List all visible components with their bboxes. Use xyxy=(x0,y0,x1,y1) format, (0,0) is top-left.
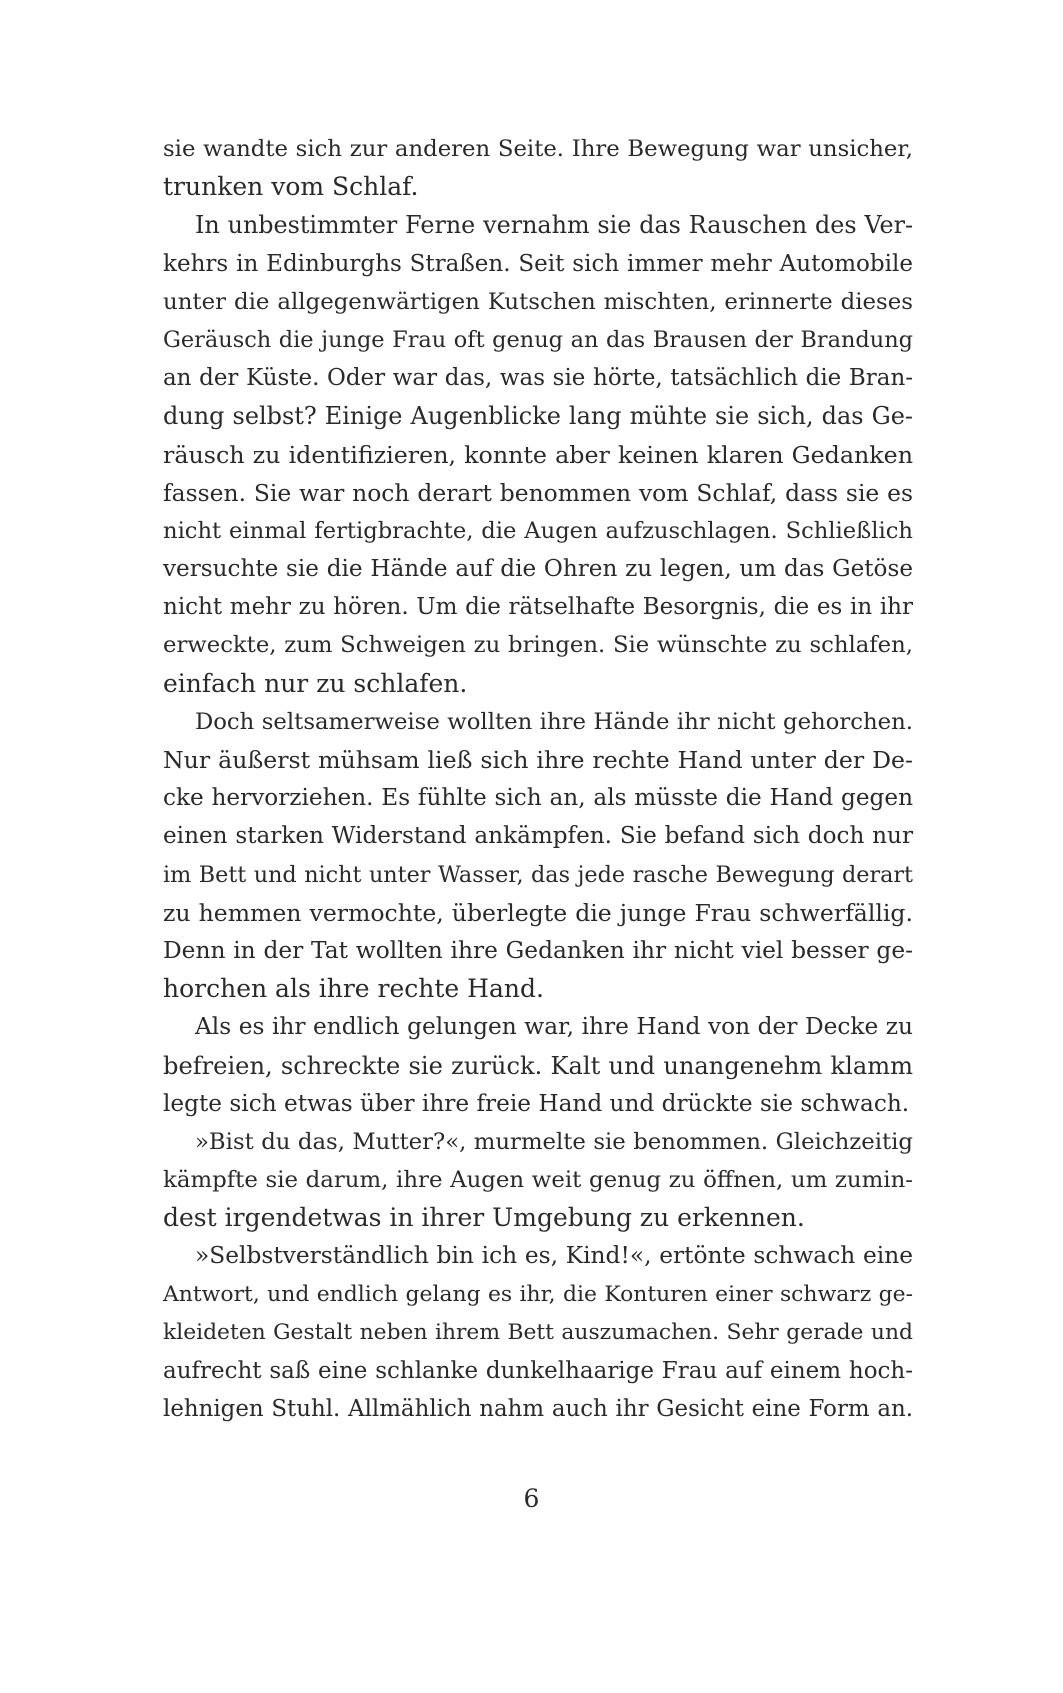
text-line: räusch zu identifizieren, konnte aber keinen klaren Gedanken xyxy=(163,440,913,469)
page-number: 6 xyxy=(523,1484,540,1513)
text-line: einen starken Widerstand ankämpfen. Sie befand sich doch nur xyxy=(163,823,913,850)
text-line: im Bett und nicht unter Wasser, das jede rasche Bewegung derart xyxy=(163,861,913,888)
text-line: dung selbst? Einige Augenblicke lang mühte sie sich, das Ge- xyxy=(163,402,913,431)
text-line: »Bist du das, Mutter?«, murmelte sie benommen. Gleichzeitig xyxy=(195,1128,913,1155)
text-line: sie wandte sich zur anderen Seite. Ihre Bewegung war unsicher, xyxy=(163,136,913,162)
text-line: kleideten Gestalt neben ihrem Bett auszumachen. Sehr gerade und xyxy=(163,1319,913,1345)
text-line: erweckte, zum Schweigen zu bringen. Sie wünschte zu schlafen, xyxy=(163,632,913,659)
text-line: befreien, schreckte sie zurück. Kalt und unangenehm klamm xyxy=(163,1051,913,1080)
text-line: Als es ihr endlich gelungen war, ihre Hand von der Decke zu xyxy=(195,1013,913,1041)
text-line: einfach nur zu schlafen. xyxy=(163,668,468,698)
text-line: Doch seltsamerweise wollten ihre Hände ihr nicht gehorchen. xyxy=(195,708,913,735)
text-line: aufrecht saß eine schlanke dunkelhaarige Frau auf einem hoch- xyxy=(163,1358,913,1384)
text-line: versuchte sie die Hände auf die Ohren zu legen, um das Getöse xyxy=(163,556,913,583)
body-text xyxy=(163,130,913,1428)
text-line: legte sich etwas über ihre freie Hand und drückte sie schwach. xyxy=(163,1089,910,1117)
text-line: cke hervorziehen. Es fühlte sich an, als müsste die Hand gegen xyxy=(163,784,913,812)
text-line: lehnigen Stuhl. Allmählich nahm auch ihr Gesicht eine Form an. xyxy=(163,1396,913,1423)
text-line: Nur äußerst mühsam ließ sich ihre rechte Hand unter der De- xyxy=(163,746,913,774)
text-line: kämpfte sie darum, ihre Augen weit genug zu öffnen, um zumin- xyxy=(163,1167,913,1194)
text-line: kehrs in Edinburghs Straßen. Seit sich immer mehr Automobile xyxy=(163,250,913,277)
text-line: »Selbstverständlich bin ich es, Kind!«, ertönte schwach eine xyxy=(195,1242,913,1270)
text-line: Denn in der Tat wollten ihre Gedanken ihr nicht viel besser ge- xyxy=(163,936,913,964)
text-line: horchen als ihre rechte Hand. xyxy=(163,974,544,1004)
text-line: zu hemmen vermochte, überlegte die junge Frau schwerfällig. xyxy=(163,898,913,927)
text-line: nicht einmal fertigbrachte, die Augen aufzuschlagen. Schließlich xyxy=(163,517,913,544)
text-line: an der Küste. Oder war das, was sie hörte, tatsächlich die Bran- xyxy=(163,365,913,392)
text-line: Antwort, und endlich gelang es ihr, die Konturen einer schwarz ge- xyxy=(163,1281,913,1307)
text-line: unter die allgegenwärtigen Kutschen mischten, erinnerte dieses xyxy=(163,288,913,315)
text-line: dest irgendetwas in ihrer Umgebung zu erkennen. xyxy=(163,1203,805,1233)
text-line: Geräusch die junge Frau oft genug an das Brausen der Brandung xyxy=(163,326,913,353)
text-line: In unbestimmter Ferne vernahm sie das Rauschen des Ver- xyxy=(195,211,913,240)
text-line: trunken vom Schlaf. xyxy=(163,172,419,202)
text-line: fassen. Sie war noch derart benommen vom Schlaf, dass sie es xyxy=(163,478,913,507)
text-line: nicht mehr zu hören. Um die rätselhafte Besorgnis, die es in ihr xyxy=(163,594,913,621)
